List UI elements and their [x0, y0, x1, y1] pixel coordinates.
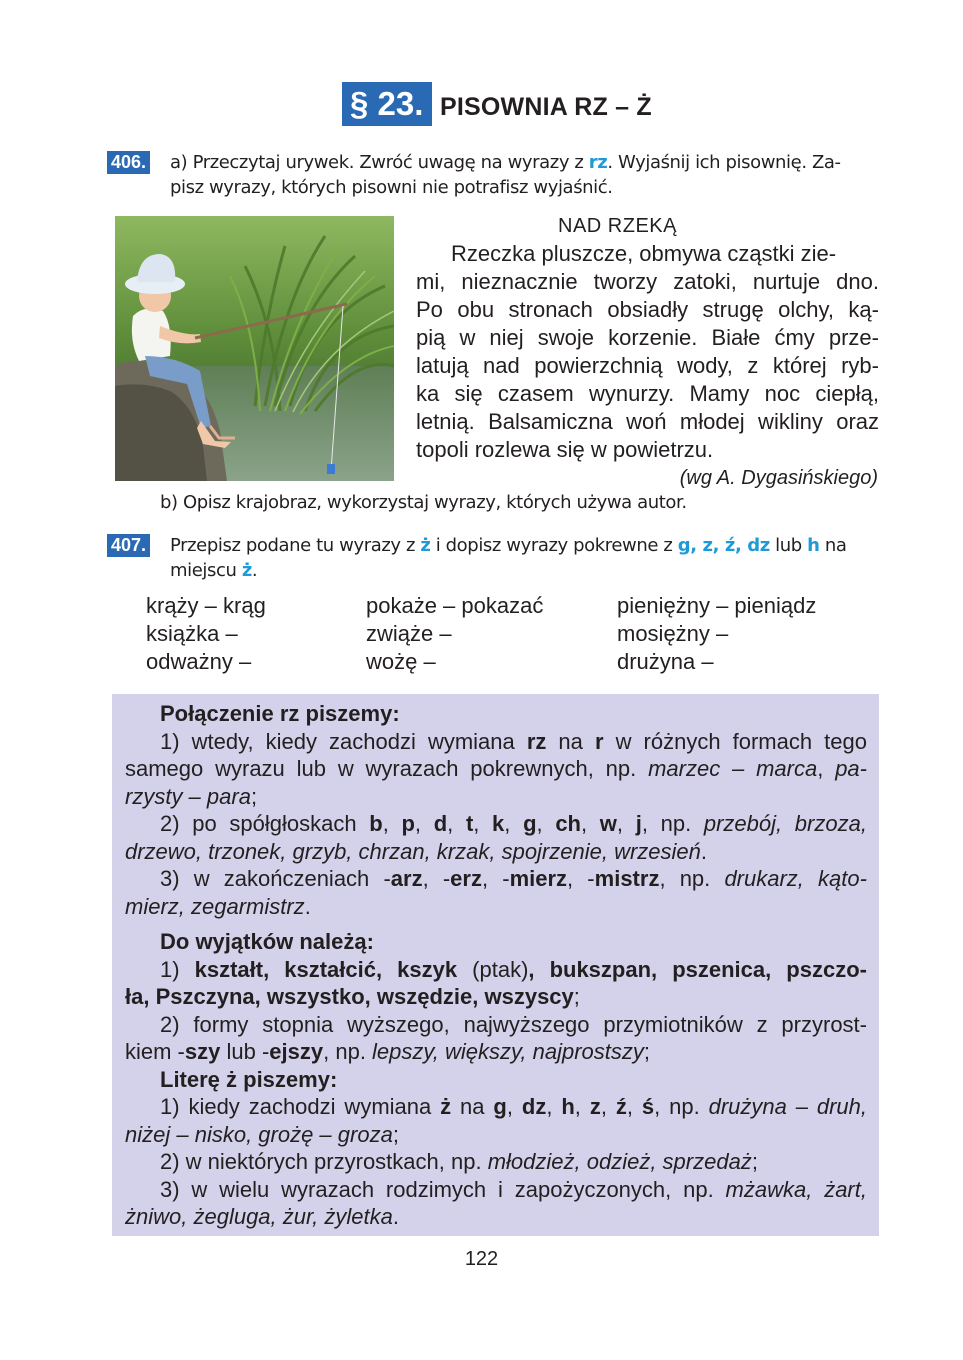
spelling-rules-box: Połączenie rz piszemy: 1) wtedy, kiedy zachodzi wymiana rz na r w różnych formach tego samego wyrazu lub w wyrazach pokrewnych, np. marzec – marca, pa- rzysty – para; 2) po spółgłoskach b, p, d, t, k, g, ch, w, j, np. przebój, brzoza, drzewo, trzonek, grzyb, chrzan, krzak, spojrzenie, wrzesień. 3) w zakończeniach -arz, -erz, -mierz, -mistrz, np. drukarz, kąto- mierz, zegarmistrz. Do wyjątków należą: 1) kształt, kształcić, kszyk (ptak), bukszpan, pszenica, pszczo- ła, Pszczyna, wszystko, wszędzie, wszyscy; 2) formy stopnia wyższego, najwyższego przymiotników z przyrost- kiem -szy lub -ejszy, np. lepszy, większy, najprostszy; Literę ż piszemy: 1) kiedy zachodzi wymiana ż na g, dz, h, z, ź, ś, np. drużyna – druh, niżej – nisko, grożę – groza; 2) w niektórych przyrostkach, np. młodzież, odzież, sprzedaż; 3) w wielu wyrazach rodzimych i zapożyczonych, np. mżawka, żart, żniwo, żegluga, żur, żyletka. — [112, 694, 879, 1236]
rule-rz-2: 2) po spółgłoskach b, p, d, t, k, g, ch, w, j, np. przebój, brzoza, — [160, 811, 867, 836]
exercise-407-number: 407. — [107, 534, 150, 557]
excerpt-line: topoli rozlewa się w powietrzu. — [416, 437, 714, 462]
word-column-3 — [617, 592, 816, 676]
exercise-406-number: 406. — [107, 151, 150, 174]
word-pair: wożę – — [366, 649, 436, 674]
section-number-badge: § 23. — [342, 82, 432, 126]
word-pair: pieniężny – pieniądz — [617, 593, 817, 618]
exercise-407-instruction: Przepisz podane tu wyrazy z ż i dopisz wyrazy pokrewne z g, z, ź, dz lub h na miejscu ż. — [170, 535, 847, 581]
excerpt-source: (wg A. Dygasińskiego) — [679, 467, 878, 489]
word-pair: odważny – — [146, 649, 252, 674]
exception-2: 2) formy stopnia wyższego, najwyższego przymiotników z przyrost- — [160, 1011, 867, 1037]
word-pair: zwiąże – — [366, 621, 452, 646]
word-pair: książka – — [146, 621, 238, 646]
rules-heading-rz: Połączenie rz piszemy: — [160, 701, 400, 726]
rules-heading-z: Literę ż piszemy: — [160, 1066, 338, 1092]
page-number: 122 — [464, 1248, 499, 1270]
rules-heading-exceptions: Do wyjątków należą: — [160, 929, 374, 954]
exercise-406-instruction-a: a) Przeczytaj urywek. Zwróć uwagę na wyrazy z rz. Wyjaśnij ich pisownię. Za- pisz wyrazy, których pisowni nie potrafisz wyjaśnić. — [170, 152, 841, 198]
excerpt-line: mi, nieznacznie tworzy zatoki, nurtuje dno. — [416, 269, 879, 294]
exercise-406-instruction-b: b) Opisz krajobraz, wykorzystaj wyrazy, których używa autor. — [160, 492, 687, 513]
rule-z-3: 3) w wielu wyrazach rodzimych i zapożyczonych, np. mżawka, żart, — [160, 1176, 867, 1202]
rule-rz-1: 1) wtedy, kiedy zachodzi wymiana rz na r w różnych formach tego — [160, 728, 867, 754]
word-pair: mosiężny – — [617, 621, 729, 646]
excerpt-line: letnią. Balsamiczna woń młodej wikliny oraz — [416, 409, 879, 434]
word-pair: krąży – krąg — [146, 593, 266, 618]
word-column-2 — [366, 592, 543, 676]
excerpt-line: ka się czasem wynurzy. Mamy noc ciepłą, — [416, 381, 879, 406]
word-pair: pokaże – pokazać — [366, 593, 544, 618]
excerpt-line: Po obu stronach obsiadły strugę olchy, ką- — [416, 297, 879, 322]
word-pair: drużyna – — [617, 649, 714, 674]
rule-rz-3: 3) w zakończeniach -arz, -erz, -mierz, -mistrz, np. drukarz, kąto- — [160, 866, 867, 891]
exception-1: 1) kształt, kształcić, kszyk (ptak), bukszpan, pszenica, pszczo- — [160, 956, 867, 982]
excerpt-line: latują nad powierzchnią wody, z której ryb- — [416, 353, 879, 378]
section-title: PISOWNIA RZ – Ż — [440, 93, 652, 121]
text-excerpt — [416, 240, 879, 464]
rule-z-2: 2) w niektórych przyrostkach, np. młodzież, odzież, sprzedaż; — [160, 1149, 758, 1174]
word-column-1 — [146, 592, 266, 676]
excerpt-line: pią w niej swoje korzenie. Białe ćmy prze- — [416, 325, 879, 350]
excerpt-line: Rzeczka pluszcze, obmywa cząstki zie- — [451, 241, 837, 266]
rule-z-1: 1) kiedy zachodzi wymiana ż na g, dz, h, z, ź, ś, np. drużyna – druh, — [160, 1094, 868, 1119]
text-title: NAD RZEKĄ — [558, 215, 677, 237]
child-fishing-photo — [115, 216, 394, 481]
